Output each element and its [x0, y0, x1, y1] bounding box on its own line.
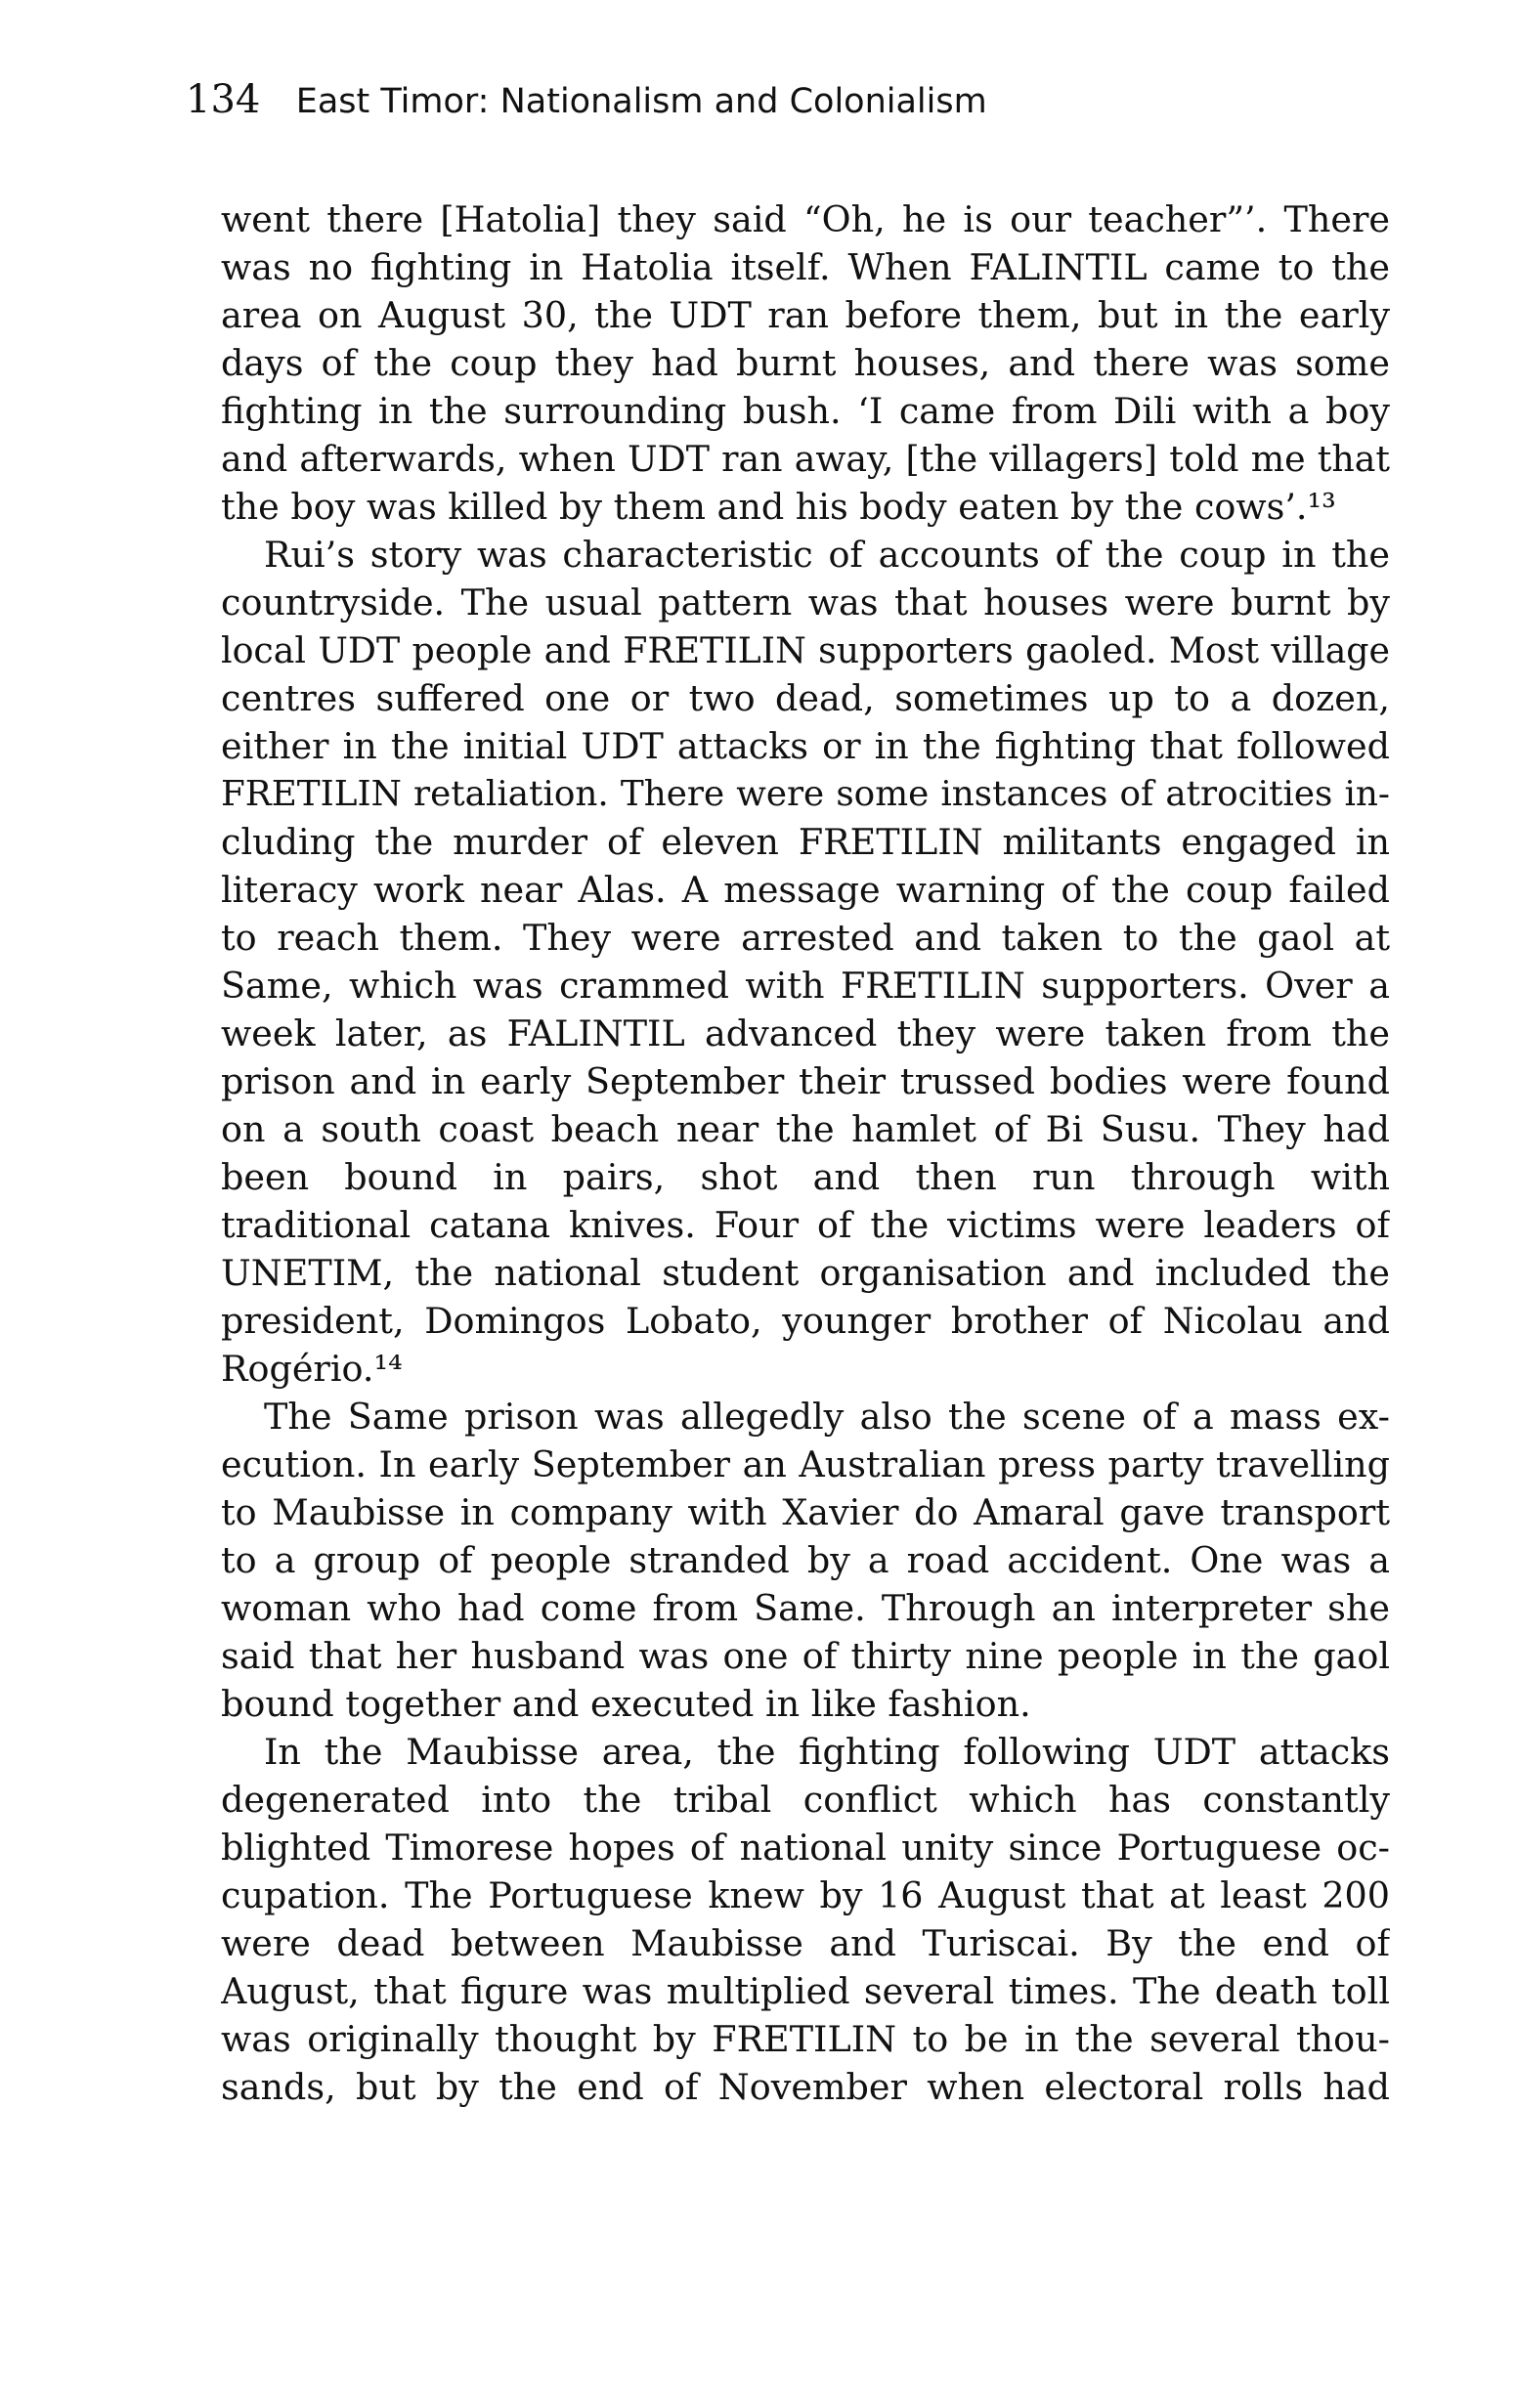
text-line: said that her husband was one of thirty nine people in the gaol — [221, 1635, 1390, 1677]
text-line: The Same prison was allegedly also the scene of a mass ex- — [264, 1396, 1390, 1438]
text-line: centres suffered one or two dead, sometimes up to a dozen, — [221, 677, 1390, 719]
text-line: went there [Hatolia] they said “Oh, he is our teacher”’. There — [221, 198, 1390, 240]
text-line: In the Maubisse area, the fighting following UDT attacks — [264, 1731, 1390, 1773]
text-line: was no fighting in Hatolia itself. When FALINTIL came to the — [221, 246, 1390, 288]
text-line: bound together and executed in like fashion. — [221, 1683, 1031, 1725]
text-line: to Maubisse in company with Xavier do Amaral gave transport — [221, 1491, 1390, 1533]
text-line: was originally thought by FRETILIN to be in the several thou- — [221, 2018, 1390, 2060]
text-line: on a south coast beach near the hamlet of Bi Susu. They had — [221, 1108, 1390, 1150]
text-line: Rogério.¹⁴ — [221, 1348, 403, 1390]
text-line: prison and in early September their trussed bodies were found — [221, 1060, 1390, 1102]
text-line: traditional catana knives. Four of the victims were leaders of — [221, 1204, 1390, 1246]
text-line: to reach them. They were arrested and taken to the gaol at — [221, 917, 1390, 959]
text-line: literacy work near Alas. A message warning of the coup failed — [221, 869, 1390, 911]
paragraph — [221, 195, 1390, 531]
text-line: UNETIM, the national student organisation and included the — [221, 1252, 1390, 1294]
text-line: fighting in the surrounding bush. ‘I came from Dili with a boy — [221, 390, 1390, 432]
text-line: the boy was killed by them and his body eaten by the cows’.¹³ — [221, 486, 1336, 528]
paragraph — [221, 531, 1390, 1393]
text-line: Rui’s story was characteristic of accounts of the coup in the — [264, 534, 1390, 576]
text-line: Same, which was crammed with FRETILIN supporters. Over a — [221, 965, 1390, 1007]
body-text — [221, 195, 1390, 2111]
text-line: area on August 30, the UDT ran before them, but in the early — [221, 294, 1390, 336]
text-line: degenerated into the tribal conflict which has constantly — [221, 1779, 1390, 1821]
text-line: ecution. In early September an Australian press party travelling — [221, 1443, 1390, 1485]
text-line: president, Domingos Lobato, younger brother of Nicolau and — [221, 1300, 1390, 1342]
text-line: cupation. The Portuguese knew by 16 August that at least 200 — [221, 1874, 1390, 1916]
page-number: 134 — [186, 77, 261, 122]
running-title: East Timor: Nationalism and Colonialism — [295, 82, 987, 121]
text-line: days of the coup they had burnt houses, and there was some — [221, 342, 1390, 384]
text-line: to a group of people stranded by a road accident. One was a — [221, 1539, 1390, 1581]
text-line: either in the initial UDT attacks or in the fighting that followed — [221, 725, 1390, 767]
text-line: and afterwards, when UDT ran away, [the villagers] told me that — [221, 438, 1390, 480]
text-line: been bound in pairs, shot and then run through with — [221, 1156, 1390, 1198]
text-line: week later, as FALINTIL advanced they were taken from the — [221, 1012, 1390, 1054]
text-line: countryside. The usual pattern was that houses were burnt by — [221, 581, 1390, 624]
text-line: August, that figure was multiplied several times. The death toll — [221, 1970, 1390, 2012]
text-line: woman who had come from Same. Through an interpreter she — [221, 1587, 1390, 1629]
text-line: local UDT people and FRETILIN supporters gaoled. Most village — [221, 629, 1390, 671]
text-line: FRETILIN retaliation. There were some instances of atrocities in- — [221, 774, 1390, 814]
text-line: were dead between Maubisse and Turiscai. By the end of — [221, 1922, 1390, 1964]
paragraph — [221, 1393, 1390, 1728]
running-header — [186, 70, 1359, 129]
text-line: sands, but by the end of November when electoral rolls had — [221, 2066, 1390, 2108]
text-line: cluding the murder of eleven FRETILIN militants engaged in — [221, 821, 1390, 863]
text-line: blighted Timorese hopes of national unity since Portuguese oc- — [221, 1827, 1390, 1869]
paragraph — [221, 1728, 1390, 2111]
